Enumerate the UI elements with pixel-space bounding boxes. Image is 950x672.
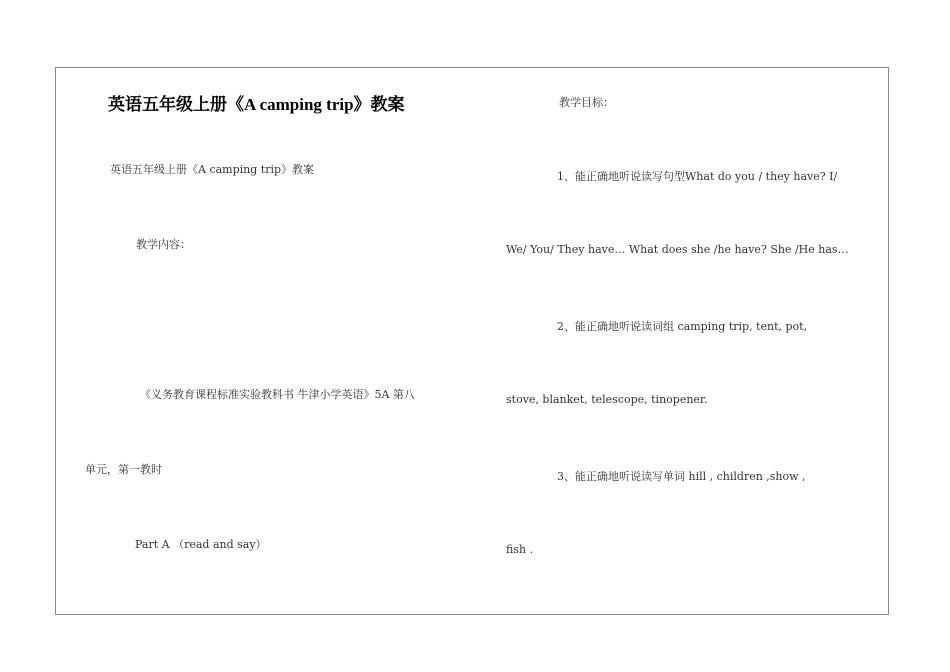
goal-3-line-2: fish . [506,543,534,556]
textbook-line-2: 单元，第一教时 [85,463,162,476]
goal-2-line-1: 2、能正确地听说读词组 camping trip, tent, pot, [557,320,808,333]
textbook-line-1: 《义务教育课程标准实验教科书 牛津小学英语》5A 第八 [140,388,415,401]
document-page [55,67,889,615]
goal-2-line-2: stove, blanket, telescope, tinopener. [506,393,708,406]
part-line: Part A （read and say） [135,538,267,551]
goal-1-line-1: 1、能正确地听说读写句型What do you / they have? I/ [557,170,838,183]
subtitle-line: 英语五年级上册《A camping trip》教案 [110,163,315,176]
goal-3-line-1: 3、能正确地听说读写单词 hill , children ,show , [557,470,806,483]
goal-1-line-2: We/ You/ They have… What does she /he have? She /He has… [506,243,849,256]
document-title: 英语五年级上册《A camping trip》教案 [108,95,405,114]
goals-label: 教学目标： [559,96,614,109]
content-label: 教学内容： [136,238,191,251]
